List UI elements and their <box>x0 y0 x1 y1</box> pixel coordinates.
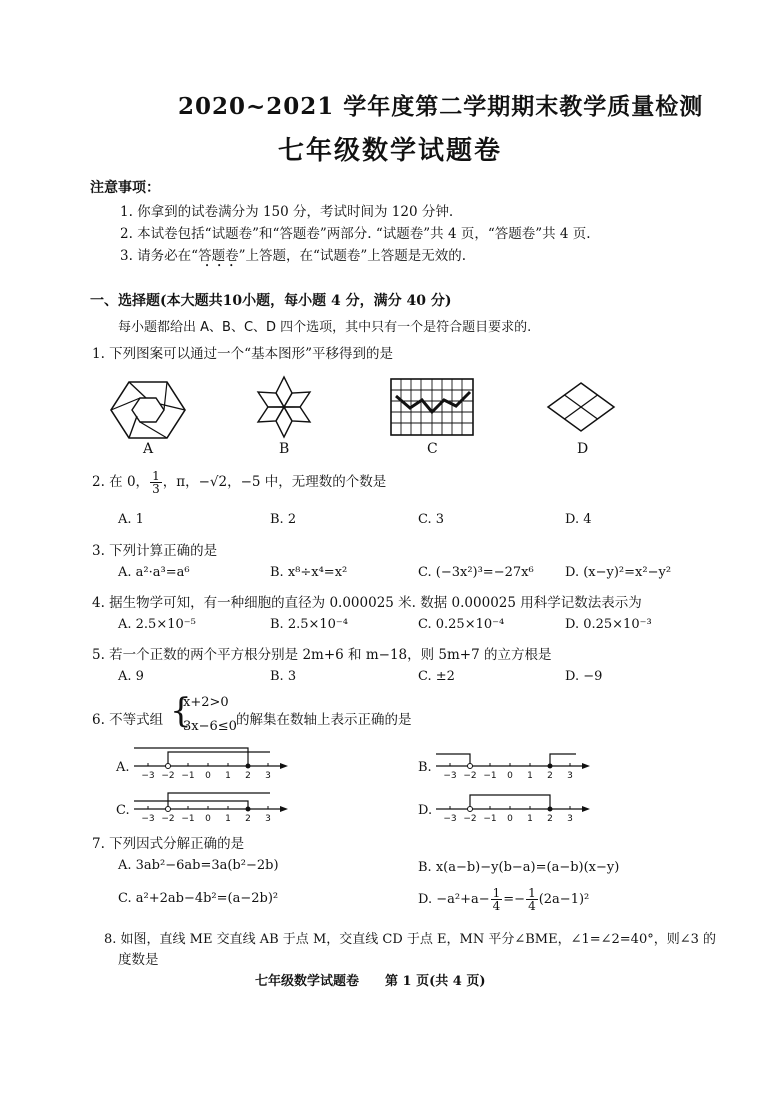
q3-option-d: D. (x−y)²=x²−y² <box>565 565 672 580</box>
q6-a-tick-label: −1 <box>181 771 195 781</box>
q7-option-c: C. a²+2ab−4b²=(a−2b)² <box>118 891 279 906</box>
q6-a-tick-label: −3 <box>141 771 155 781</box>
q7-d-mid: =− <box>503 892 526 907</box>
exam-title-line2: 七年级数学试题卷 <box>278 136 503 166</box>
notice-item-2: 2. 本试卷包括“试题卷”和“答题卷”两部分. “试题卷”共 4 页，“答题卷”共 4 页. <box>120 226 591 242</box>
q2-fraction <box>150 470 162 495</box>
q7-option-b: B. x(a−b)−y(b−a)=(a−b)(x−y) <box>418 860 620 875</box>
q6-b-tick-label: −2 <box>463 771 477 781</box>
q6-b-tick-label: −1 <box>483 771 497 781</box>
q1-figure-d-rhombus-pattern <box>547 382 615 432</box>
q6-c-tick-label: −3 <box>141 814 155 824</box>
q6-d-tick-label: 1 <box>527 814 533 824</box>
emphasis-dots: ••• <box>205 262 242 270</box>
q6-system-brace: { <box>170 691 192 731</box>
q1-figure-c-grid-pattern <box>390 378 474 436</box>
q6-a-tick-label: −2 <box>161 771 175 781</box>
q5-option-c: C. ±2 <box>418 669 455 684</box>
q6-inequality-1: x+2>0 <box>183 695 229 710</box>
q2-fraction-denominator: 3 <box>152 482 160 496</box>
q4-stem: 4. 据生物学可知，有一种细胞的直径为 0.000025 米. 数据 0.000025 用科学记数法表示为 <box>92 595 642 611</box>
q6-option-c-letter: C. <box>116 803 130 818</box>
q5-option-b: B. 3 <box>270 669 297 684</box>
q1-label-c: C <box>427 441 438 457</box>
q6-d-tick-label: 3 <box>567 814 573 824</box>
q6-b-tick-label: 1 <box>527 771 533 781</box>
q7-stem: 7. 下列因式分解正确的是 <box>92 836 245 852</box>
q6-option-b-letter: B. <box>418 760 432 775</box>
q2-option-b: B. 2 <box>270 512 297 527</box>
q1-stem: 1. 下列图案可以通过一个“基本图形”平移得到的是 <box>92 346 393 362</box>
q5-stem: 5. 若一个正数的两个平方根分别是 2m+6 和 m−18，则 5m+7 的立方根是 <box>92 647 552 663</box>
q6-c-tick-label: 2 <box>245 814 251 824</box>
q6-c-tick-label: −1 <box>181 814 195 824</box>
q6-d-tick-label: −1 <box>483 814 497 824</box>
q6-d-tick-label: −3 <box>443 814 457 824</box>
q6-c-tick-label: 0 <box>205 814 211 824</box>
q7-d-f2-numerator: 1 <box>528 886 536 900</box>
q2-option-d: D. 4 <box>565 512 592 527</box>
q1-figure-b-star-pattern <box>252 372 316 442</box>
q6-a-tick-label: 3 <box>265 771 271 781</box>
q6-b-tick-label: 3 <box>567 771 573 781</box>
q4-option-d: D. 0.25×10⁻³ <box>565 617 652 632</box>
q5-option-d: D. −9 <box>565 669 603 684</box>
q8-stem-line2: 度数是 <box>118 952 159 968</box>
q1-label-a: A <box>143 441 154 457</box>
q2-option-a: A. 1 <box>118 512 144 527</box>
q4-option-b: B. 2.5×10⁻⁴ <box>270 617 348 632</box>
q7-d-prefix: D. −a²+a− <box>418 892 490 907</box>
q8-stem-line1: 8. 如图，直线 ME 交直线 AB 于点 M，交直线 CD 于点 E，MN 平分∠BME，∠1=∠2=40°，则∠3 的 <box>104 932 717 947</box>
q7-d-fraction-2 <box>526 887 538 912</box>
q6-c-tick-label: −2 <box>161 814 175 824</box>
q6-numberline-d <box>434 787 594 827</box>
q2-stem <box>92 470 386 495</box>
q6-a-tick-label: 1 <box>225 771 231 781</box>
q6-c-tick-label: 3 <box>265 814 271 824</box>
q6-d-tick-label: 0 <box>507 814 513 824</box>
q6-b-tick-label: −3 <box>443 771 457 781</box>
q2-stem-suffix: ，π，−√2，−5 中，无理数的个数是 <box>162 474 387 490</box>
q1-label-d: D <box>577 441 589 457</box>
q7-d-f1-numerator: 1 <box>492 886 501 900</box>
q3-option-c: C. (−3x²)³=−27x⁶ <box>418 565 534 580</box>
notice-item-1: 1. 你拿到的试卷满分为 150 分，考试时间为 120 分钟. <box>120 204 454 220</box>
q7-d-f1-denominator: 4 <box>492 899 501 913</box>
q3-option-b: B. x⁸÷x⁴=x² <box>270 565 348 580</box>
q6-c-tick-label: 1 <box>225 814 231 824</box>
q6-a-tick-label: 2 <box>245 771 251 781</box>
q7-option-d <box>418 887 589 912</box>
q6-stem-prefix: 6. 不等式组 <box>92 712 164 728</box>
q6-stem-suffix: 的解集在数轴上表示正确的是 <box>236 712 412 728</box>
q6-d-tick-label: −2 <box>463 814 477 824</box>
q7-option-a: A. 3ab²−6ab=3a(b²−2b) <box>118 858 279 873</box>
q6-inequality-2: 3x−6≤0 <box>183 719 237 734</box>
q6-b-tick-label: 2 <box>547 771 553 781</box>
q3-stem: 3. 下列计算正确的是 <box>92 543 218 559</box>
q6-a-tick-label: 0 <box>205 771 211 781</box>
q1-figure-a-hexagon-pattern <box>110 380 186 440</box>
q6-b-tick-label: 0 <box>507 771 513 781</box>
q6-numberline-b <box>434 744 594 784</box>
q6-option-d-letter: D. <box>418 803 433 818</box>
q4-option-c: C. 0.25×10⁻⁴ <box>418 617 505 632</box>
notice-heading: 注意事项： <box>90 180 160 196</box>
q2-option-c: C. 3 <box>418 512 445 527</box>
q5-option-a: A. 9 <box>118 669 144 684</box>
q7-d-suffix: (2a−1)² <box>538 892 590 907</box>
q2-stem-prefix: 2. 在 0， <box>92 474 150 490</box>
q3-option-a: A. a²·a³=a⁶ <box>118 565 190 580</box>
page-footer: 七年级数学试题卷 第 1 页(共 4 页) <box>255 974 486 989</box>
section1-instruction: 每小题都给出 A、B、C、D 四个选项，其中只有一个是符合题目要求的. <box>118 320 532 335</box>
q7-d-fraction-1 <box>491 887 503 912</box>
notice-item-3: 3. 请务必在“答题卷”上答题，在“试题卷”上答题是无效的. <box>120 248 467 264</box>
q2-fraction-numerator: 1 <box>152 469 160 483</box>
q7-d-f2-denominator: 4 <box>528 899 536 913</box>
q1-label-b: B <box>279 441 290 457</box>
section1-heading: 一、选择题(本大题共10小题，每小题 4 分，满分 40 分) <box>90 293 452 309</box>
q4-option-a: A. 2.5×10⁻⁵ <box>118 617 196 632</box>
q6-option-a-letter: A. <box>116 760 130 775</box>
q6-numberline-c <box>132 787 292 827</box>
q6-d-tick-label: 2 <box>547 814 553 824</box>
q6-numberline-a <box>132 744 292 784</box>
exam-title-line1: 2020~2021 学年度第二学期期末教学质量检测 <box>178 93 704 120</box>
